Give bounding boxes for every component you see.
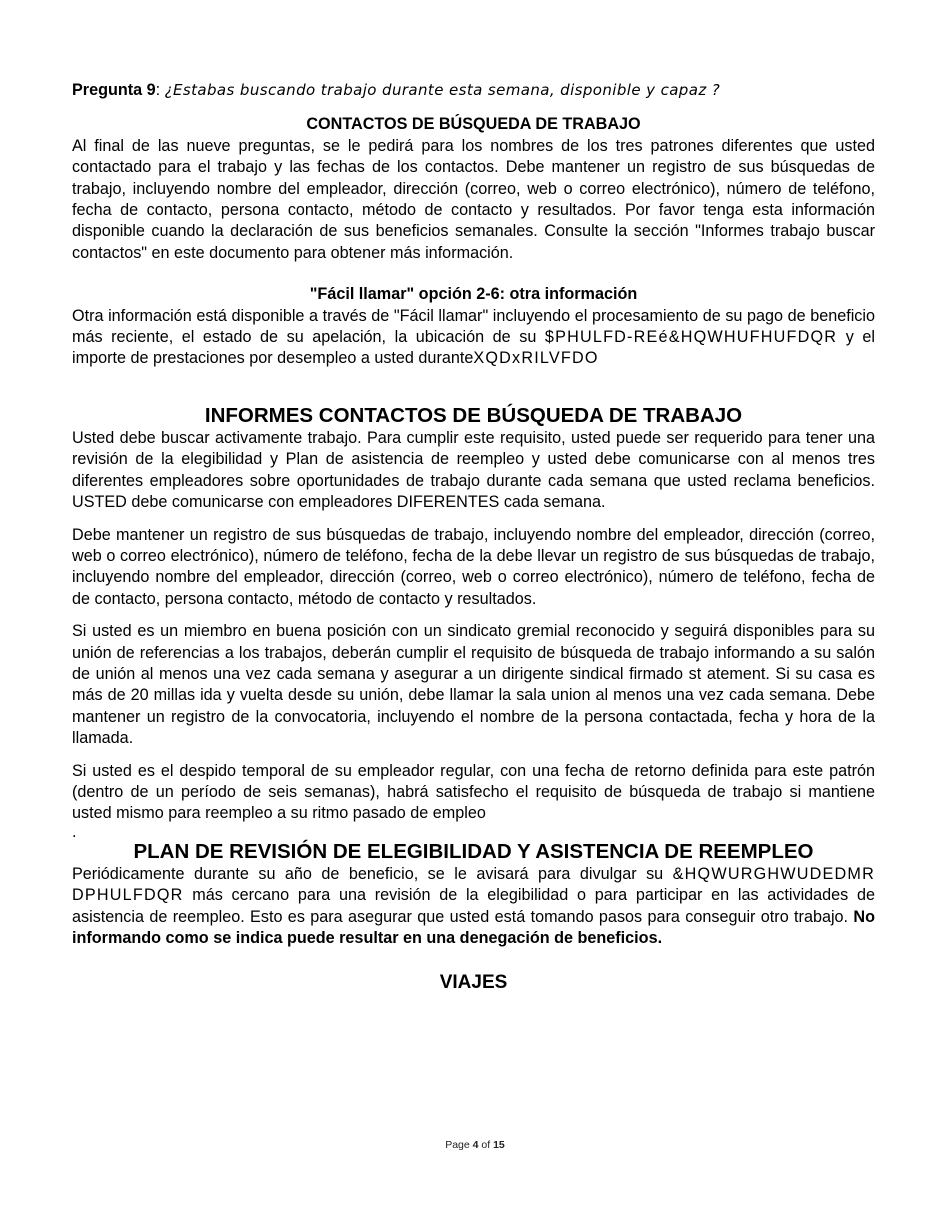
easycall-body-part-1: Otra información está disponible a través de "Fácil llamar" incluyendo el procesamiento de su pago de beneficio más reciente, el estado de su apelación, la ubicación de su [72,306,875,347]
plan-garbled: &HQWURGHWUDEDMR DPHULFDQR [72,864,875,905]
contacts-heading: CONTACTOS DE BÚSQUEDA DE TRABAJO [306,115,641,134]
easycall-garbled-1: $PHULFD-REé&HQWHUFHUFDQR [544,328,838,347]
question-9-label: Pregunta 9 [72,81,156,99]
footer-current-page: 4 [472,1139,479,1151]
reports-paragraph-1: Usted debe buscar activamente trabajo. Para cumplir este requisito, usted puede ser requerido para tener una revisión de la elegibilidad y Plan de asistencia de reempleo y usted debe comunicarse con al menos tres diferentes empleadores sobre oportunidades de trabajo durante cada semana que usted reclama beneficios. USTED debe comunicarse con empleadores DIFERENTES cada semana. [72,428,875,512]
plan-body-part-2: más cercano para una revisión de la elegibilidad o para participar en las actividades de asistencia de reempleo. Esto es para asegurar que usted está tomando pasos para conseguir otro trabajo. [72,886,875,926]
question-9-colon: : [155,81,165,99]
plan-body-part-1: Periódicamente durante su año de beneficio, se le avisará para divulgar su [72,864,673,883]
plan-body [72,864,875,950]
stray-period: . [72,822,77,841]
page-footer [0,1139,950,1151]
document-page [72,80,875,995]
easycall-garbled-2: XQDxRILVFDO [473,349,599,368]
reports-heading: INFORMES CONTACTOS DE BÚSQUEDA DE TRABAJO [204,403,743,427]
footer-total-pages: 15 [493,1139,505,1151]
travel-heading: VIAJES [439,972,508,994]
contacts-body: Al final de las nueve preguntas, se le pedirá para los nombres de los tres patrones diferentes que usted contactado para el trabajo y las fechas de los contactos. Debe mantener un registro de sus búsquedas de trabajo, incluyendo nombre del empleador, dirección (correo, web o correo electrónico), número de teléfono, fecha de contacto, persona contacto, método de contacto y resultados. Por favor tenga esta información disponible cuando la declaración de sus beneficios semanales. Consulte la sección "Informes trabajo buscar contactos" en este documento para obtener más información. [72,136,875,262]
reports-paragraph-4: Si usted es el despido temporal de su empleador regular, con una fecha de retorno definida para este patrón (dentro de un período de seis semanas), habrá satisfecho el requisito de búsqueda de trabajo si mantiene usted mismo para reempleo a su ritmo pasado de empleo [72,761,875,823]
easycall-heading: "Fácil llamar" opción 2-6: otra información [309,285,638,304]
easycall-body [72,306,875,370]
question-9 [72,80,875,101]
reports-paragraph-2: Debe mantener un registro de sus búsquedas de trabajo, incluyendo nombre del empleador, dirección (correo, web o correo electrónico), número de teléfono, fecha de la debe llevar un registro de sus búsquedas de trabajo, incluyendo nombre del empleador, dirección (correo, web o correo electrónico), número de teléfono, fecha de de contacto, persona contacto, método de contacto y resultados. [72,525,875,608]
question-9-text: ¿Estabas buscando trabajo durante esta semana, disponible y capaz ? [164,81,721,99]
footer-prefix: Page [445,1139,473,1151]
footer-of: of [478,1139,494,1151]
plan-heading: PLAN DE REVISIÓN DE ELEGIBILIDAD Y ASISTENCIA DE REEMPLEO [133,839,814,863]
easycall-body-part-2: y el importe de prestaciones por desempleo a usted durante [72,328,875,368]
plan-bold-warning: No informando como se indica puede resultar en una denegación de beneficios. [72,907,875,947]
reports-paragraph-3: Si usted es un miembro en buena posición con un sindicato gremial reconocido y seguirá disponibles para su unión de referencias a los trabajos, deberán cumplir el requisito de búsqueda de trabajo informando a su salón de unión al menos una vez cada semana y asegurar a un dirigente sindical firmado st atement. Si su casa es más de 20 millas ida y vuelta desde su unión, debe llamar la sala union al menos una vez cada semana. Debe mantener un registro de la convocatoria, incluyendo el nombre de la persona contactada, fecha y hora de la llamada. [72,622,875,748]
